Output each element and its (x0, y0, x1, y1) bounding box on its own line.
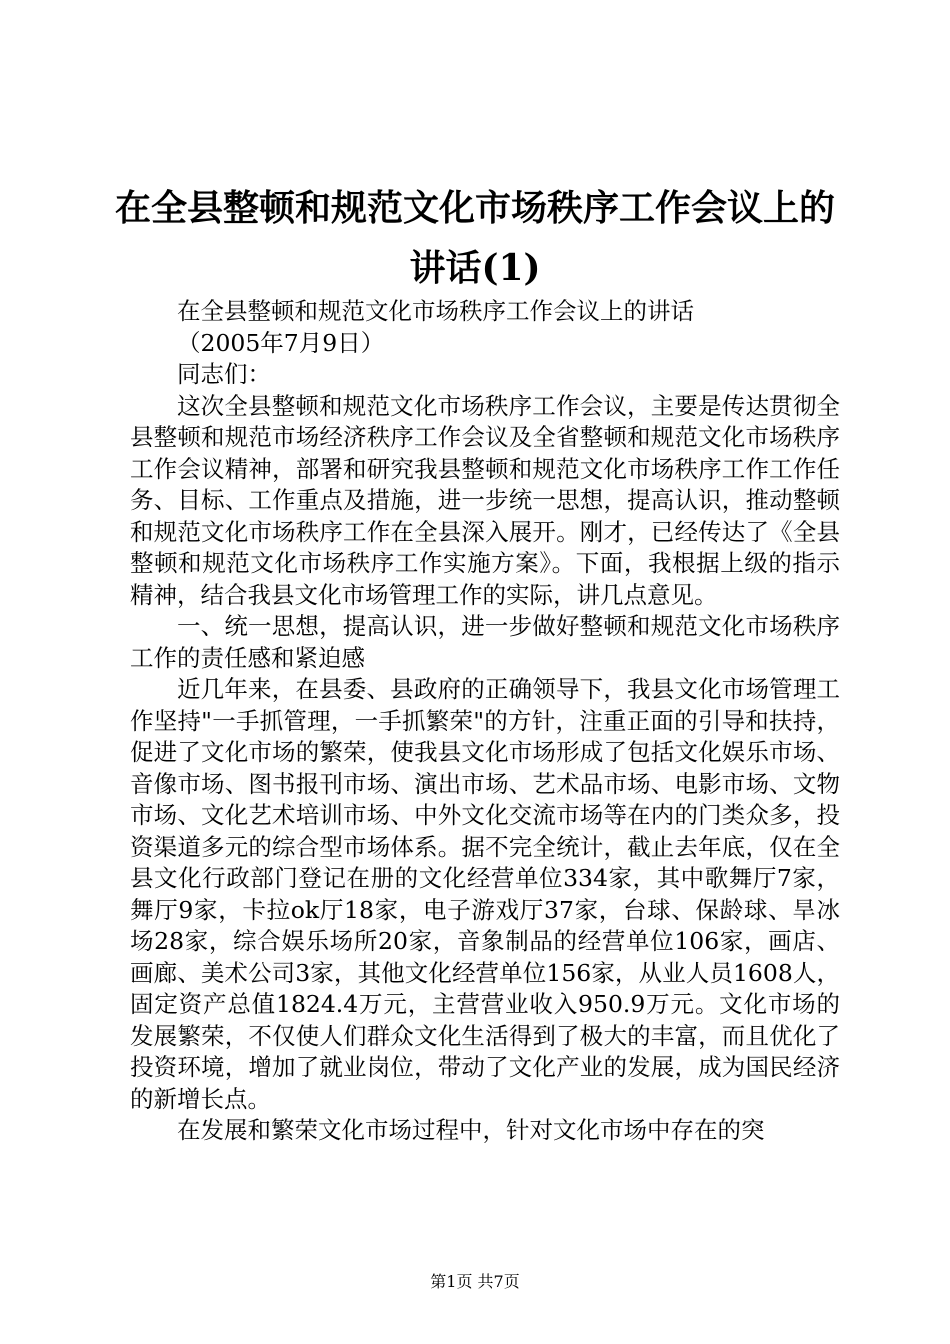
subtitle-paragraph: 在全县整顿和规范文化市场秩序工作会议上的讲话 (177, 297, 694, 325)
date-paragraph: （2005年7月9日） (177, 328, 385, 357)
body-paragraph: 在发展和繁荣文化市场过程中，针对文化市场中存在的突 (177, 1116, 765, 1144)
salutation-paragraph: 同志们： (177, 360, 271, 388)
intro-paragraph: 这次全县整顿和规范文化市场秩序工作会议，主要是传达贯彻全县整顿和规范市场经济秩序工作会议及全省整顿和规范文化市场秩序工作会议精神，部署和研究我县整顿和规范文化市场秩序工作工作任务、目标、工作重点及措施，进一步统一思想，提高认识，推动整顿和规范文化市场秩序工作在全县深入展开。刚才，已经传达了《全县整顿和规范文化市场秩序工作实施方案》。下面，我根据上级的指示精神，结合我县文化市场管理工作的实际，讲几点意见。 (130, 391, 840, 609)
document-title-line-1: 在全县整顿和规范文化市场秩序工作会议上的 (114, 187, 835, 229)
document-body (130, 296, 840, 1147)
body-paragraph: 近几年来，在县委、县政府的正确领导下，我县文化市场管理工作坚持"一手抓管理，一手抓繁荣"的方针，注重正面的引导和扶持，促进了文化市场的繁荣，使我县文化市场形成了包括文化娱乐市场、音像市场、图书报刊市场、演出市场、艺术品市场、电影市场、文物市场、文化艺术培训市场、中外文化交流市场等在内的门类众多，投资渠道多元的综合型市场体系。据不完全统计，截止去年底，仅在全县文化行政部门登记在册的文化经营单位334家，其中歌舞厅7家，舞厅9家，卡拉ok厅18家，电子游戏厅37家，台球、保龄球、旱冰场28家，综合娱乐场所20家，音象制品的经营单位106家，画店、画廊、美术公司3家，其他文化经营单位156家，从业人员1608人，固定资产总值1824.4万元，主营营业收入950.9万元。文化市场的发展繁荣，不仅使人们群众文化生活得到了极大的丰富，而且优化了投资环境，增加了就业岗位，带动了文化产业的发展，成为国民经济的新增长点。 (130, 675, 840, 1113)
document-title-line-2: 讲话(1) (409, 247, 541, 289)
page-footer: 第1页 共7页 (430, 1272, 520, 1291)
section-heading-1: 一、统一思想，提高认识，进一步做好整顿和规范文化市场秩序工作的责任感和紧迫感 (130, 612, 840, 672)
